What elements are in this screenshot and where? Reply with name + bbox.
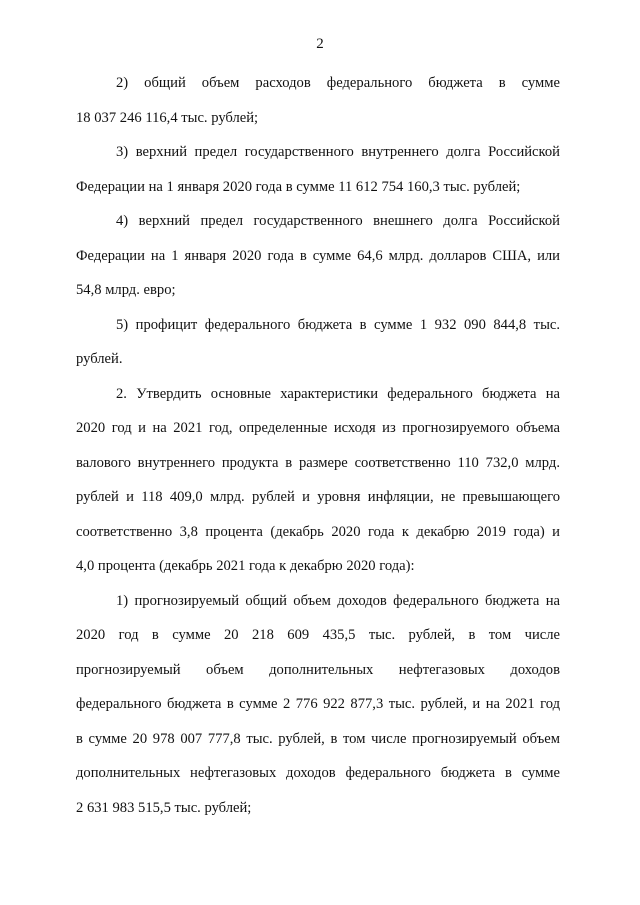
text-line: федерального бюджета в сумме 2 776 922 877,3 тыс. рублей, и на 2021 год: [76, 696, 560, 712]
text-line: 54,8 млрд. евро;: [76, 282, 176, 298]
text-line: 18 037 246 116,4 тыс. рублей;: [76, 110, 259, 126]
text-line: 3) верхний предел государственного внутреннего долга Российской: [116, 144, 560, 160]
text-line: прогнозируемый объем дополнительных нефтегазовых доходов: [76, 662, 560, 678]
text-line: Федерации на 1 января 2020 года в сумме 11 612 754 160,3 тыс. рублей;: [76, 179, 521, 195]
text-line: 4,0 процента (декабрь 2021 года к декабрю 2020 года):: [76, 558, 415, 574]
text-line: 1) прогнозируемый общий объем доходов федерального бюджета на: [116, 593, 560, 609]
text-line: 5) профицит федерального бюджета в сумме 1 932 090 844,8 тыс.: [116, 317, 560, 333]
text-line: в сумме 20 978 007 777,8 тыс. рублей, в том числе прогнозируемый объем: [76, 731, 560, 747]
text-line: 4) верхний предел государственного внешнего долга Российской: [116, 213, 560, 229]
text-line: 2. Утвердить основные характеристики федерального бюджета на: [116, 386, 560, 402]
text-line: дополнительных нефтегазовых доходов федерального бюджета в сумме: [76, 765, 560, 781]
text-line: рублей.: [76, 351, 123, 367]
text-line: соответственно 3,8 процента (декабрь 2020 года к декабрю 2019 года) и: [76, 524, 560, 540]
text-line: Федерации на 1 января 2020 года в сумме 64,6 млрд. долларов США, или: [76, 248, 560, 264]
page-number: 2: [316, 36, 324, 52]
text-line: 2) общий объем расходов федерального бюджета в сумме: [116, 75, 560, 91]
text-line: валового внутреннего продукта в размере соответственно 110 732,0 млрд.: [76, 455, 560, 471]
text-line: 2 631 983 515,5 тыс. рублей;: [76, 800, 252, 816]
text-line: рублей и 118 409,0 млрд. рублей и уровня инфляции, не превышающего: [76, 489, 560, 505]
text-line: 2020 год и на 2021 год, определенные исходя из прогнозируемого объема: [76, 420, 560, 436]
text-line: 2020 год в сумме 20 218 609 435,5 тыс. рублей, в том числе: [76, 627, 560, 643]
